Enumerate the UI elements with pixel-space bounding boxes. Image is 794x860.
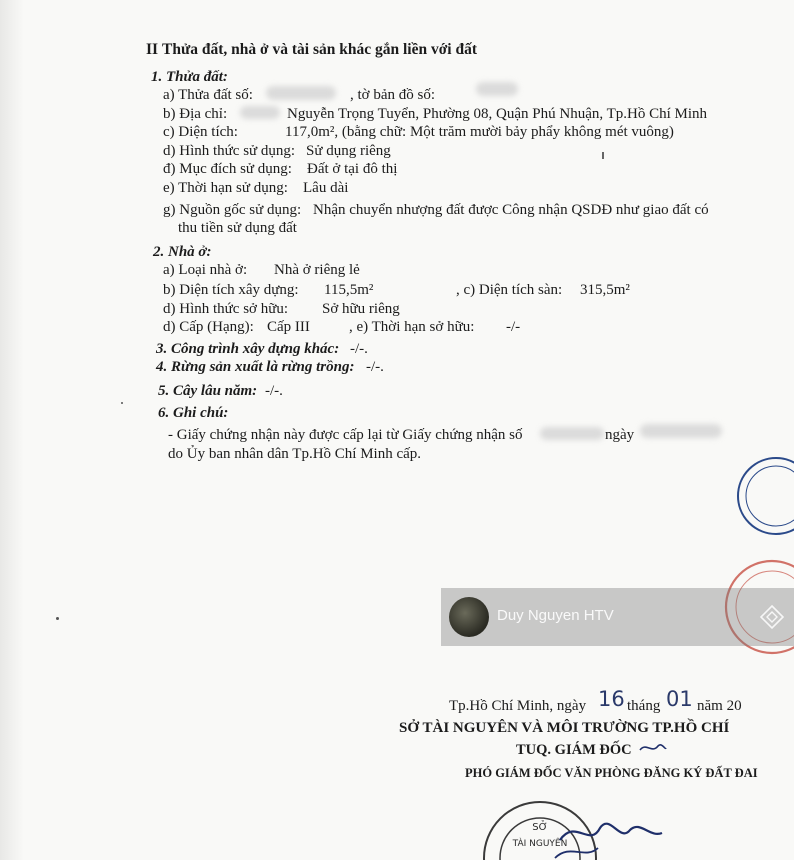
- house-type-value: Nhà ở riêng lẻ: [274, 262, 360, 278]
- other-works-value: -/-.: [350, 341, 368, 357]
- address-value: Nguyễn Trọng Tuyển, Phường 08, Quận Phú Nhuận, Tp.Hồ Chí Minh: [287, 106, 707, 122]
- section-prefix: II: [146, 41, 159, 58]
- notes-heading: 6. Ghi chú:: [158, 405, 229, 421]
- watermark-banner: [441, 588, 794, 646]
- scan-speck: [121, 402, 123, 404]
- forest-value: -/-.: [366, 359, 384, 375]
- scan-edge-shadow: [0, 0, 24, 860]
- house-heading: 2. Nhà ở:: [153, 244, 212, 260]
- address-label: b) Địa chỉ:: [163, 106, 228, 122]
- land-heading: 1. Thửa đất:: [151, 69, 228, 85]
- year-label: năm 20: [697, 698, 742, 714]
- use-form-label: d) Hình thức sử dụng:: [163, 143, 296, 159]
- house-type-label: a) Loại nhà ở:: [163, 262, 248, 278]
- purpose-label: đ) Mục đích sử dụng:: [163, 161, 292, 177]
- parcel-label: a) Thửa đất số:: [163, 87, 253, 103]
- department-name: SỞ TÀI NGUYÊN VÀ MÔI TRƯỜNG TP.HỒ CHÍ: [399, 720, 730, 736]
- map-sheet-label: , tờ bản đồ số:: [350, 87, 436, 103]
- floor-area-value: 315,5m²: [580, 282, 630, 298]
- diamond-layers-icon: [758, 603, 786, 631]
- signature-flourish-icon: [638, 740, 668, 756]
- date-day: 16: [598, 687, 625, 711]
- build-area-label: b) Diện tích xây dựng:: [163, 282, 299, 298]
- term-value: Lâu dài: [303, 180, 349, 196]
- other-works-heading: 3. Công trình xây dựng khác:: [156, 341, 340, 357]
- notes-line2: do Ủy ban nhân dân Tp.Hồ Chí Minh cấp.: [168, 446, 422, 462]
- origin-label: g) Nguồn gốc sử dụng:: [163, 202, 302, 218]
- seal-center-line2: TÀI NGUYÊN: [512, 839, 568, 849]
- notes-line1-a: - Giấy chứng nhận này được cấp lại từ Giấy chứng nhận số: [168, 427, 523, 443]
- redacted-parcel-number: [266, 86, 336, 100]
- tuq-title: TUQ. GIÁM ĐỐC: [516, 742, 632, 758]
- floor-area-label: , c) Diện tích sàn:: [456, 282, 563, 298]
- month-label: tháng: [627, 698, 661, 714]
- seal-center-line1: SỞ: [532, 822, 548, 833]
- ownership-value: Sở hữu riêng: [322, 301, 400, 317]
- signature-stroke: [560, 824, 662, 840]
- scan-speck: [602, 152, 604, 159]
- official-seal-icon: [480, 788, 680, 860]
- area-value: 117,0m², (bằng chữ: Một trăm mười bảy phẩy không mét vuông): [285, 124, 674, 140]
- area-label: c) Diện tích:: [163, 124, 238, 140]
- date-prefix: Tp.Hồ Chí Minh, ngày: [449, 698, 587, 714]
- date-month: 01: [666, 687, 693, 711]
- redacted-map-sheet: [476, 82, 518, 96]
- blue-stamp-partial-icon: [716, 448, 794, 558]
- redacted-certificate-number: [540, 427, 604, 440]
- deputy-title: PHÓ GIÁM ĐỐC VĂN PHÒNG ĐĂNG KÝ ĐẤT ĐAI: [465, 766, 758, 780]
- grade-value: Cấp III: [267, 319, 310, 335]
- origin-value-line1: Nhận chuyển nhượng đất được Công nhận QSDĐ như giao đất có: [313, 202, 709, 218]
- use-form-value: Sử dụng riêng: [306, 143, 391, 159]
- forest-heading: 4. Rừng sản xuất là rừng trồng:: [156, 359, 355, 375]
- watermark-avatar: [449, 597, 489, 637]
- own-term-value: -/-: [506, 319, 521, 335]
- redacted-house-number: [240, 106, 280, 119]
- build-area-value: 115,5m²: [324, 282, 374, 298]
- grade-label: d) Cấp (Hạng):: [163, 319, 254, 335]
- own-term-label: , e) Thời hạn sở hữu:: [349, 319, 475, 335]
- purpose-value: Đất ở tại đô thị: [307, 161, 398, 177]
- ownership-label: d) Hình thức sở hữu:: [163, 301, 289, 317]
- section-title: Thửa đất, nhà ở và tài sản khác gắn liền với đất: [162, 41, 478, 58]
- scan-speck: [56, 617, 59, 620]
- redacted-issue-date: [640, 424, 722, 438]
- term-label: e) Thời hạn sử dụng:: [163, 180, 288, 196]
- origin-value-line2: thu tiền sử dụng đất: [178, 220, 297, 236]
- notes-line1-b: ngày: [605, 427, 635, 443]
- watermark-name: Duy Nguyen HTV: [497, 607, 614, 624]
- perennial-heading: 5. Cây lâu năm:: [158, 383, 258, 399]
- perennial-value: -/-.: [265, 383, 283, 399]
